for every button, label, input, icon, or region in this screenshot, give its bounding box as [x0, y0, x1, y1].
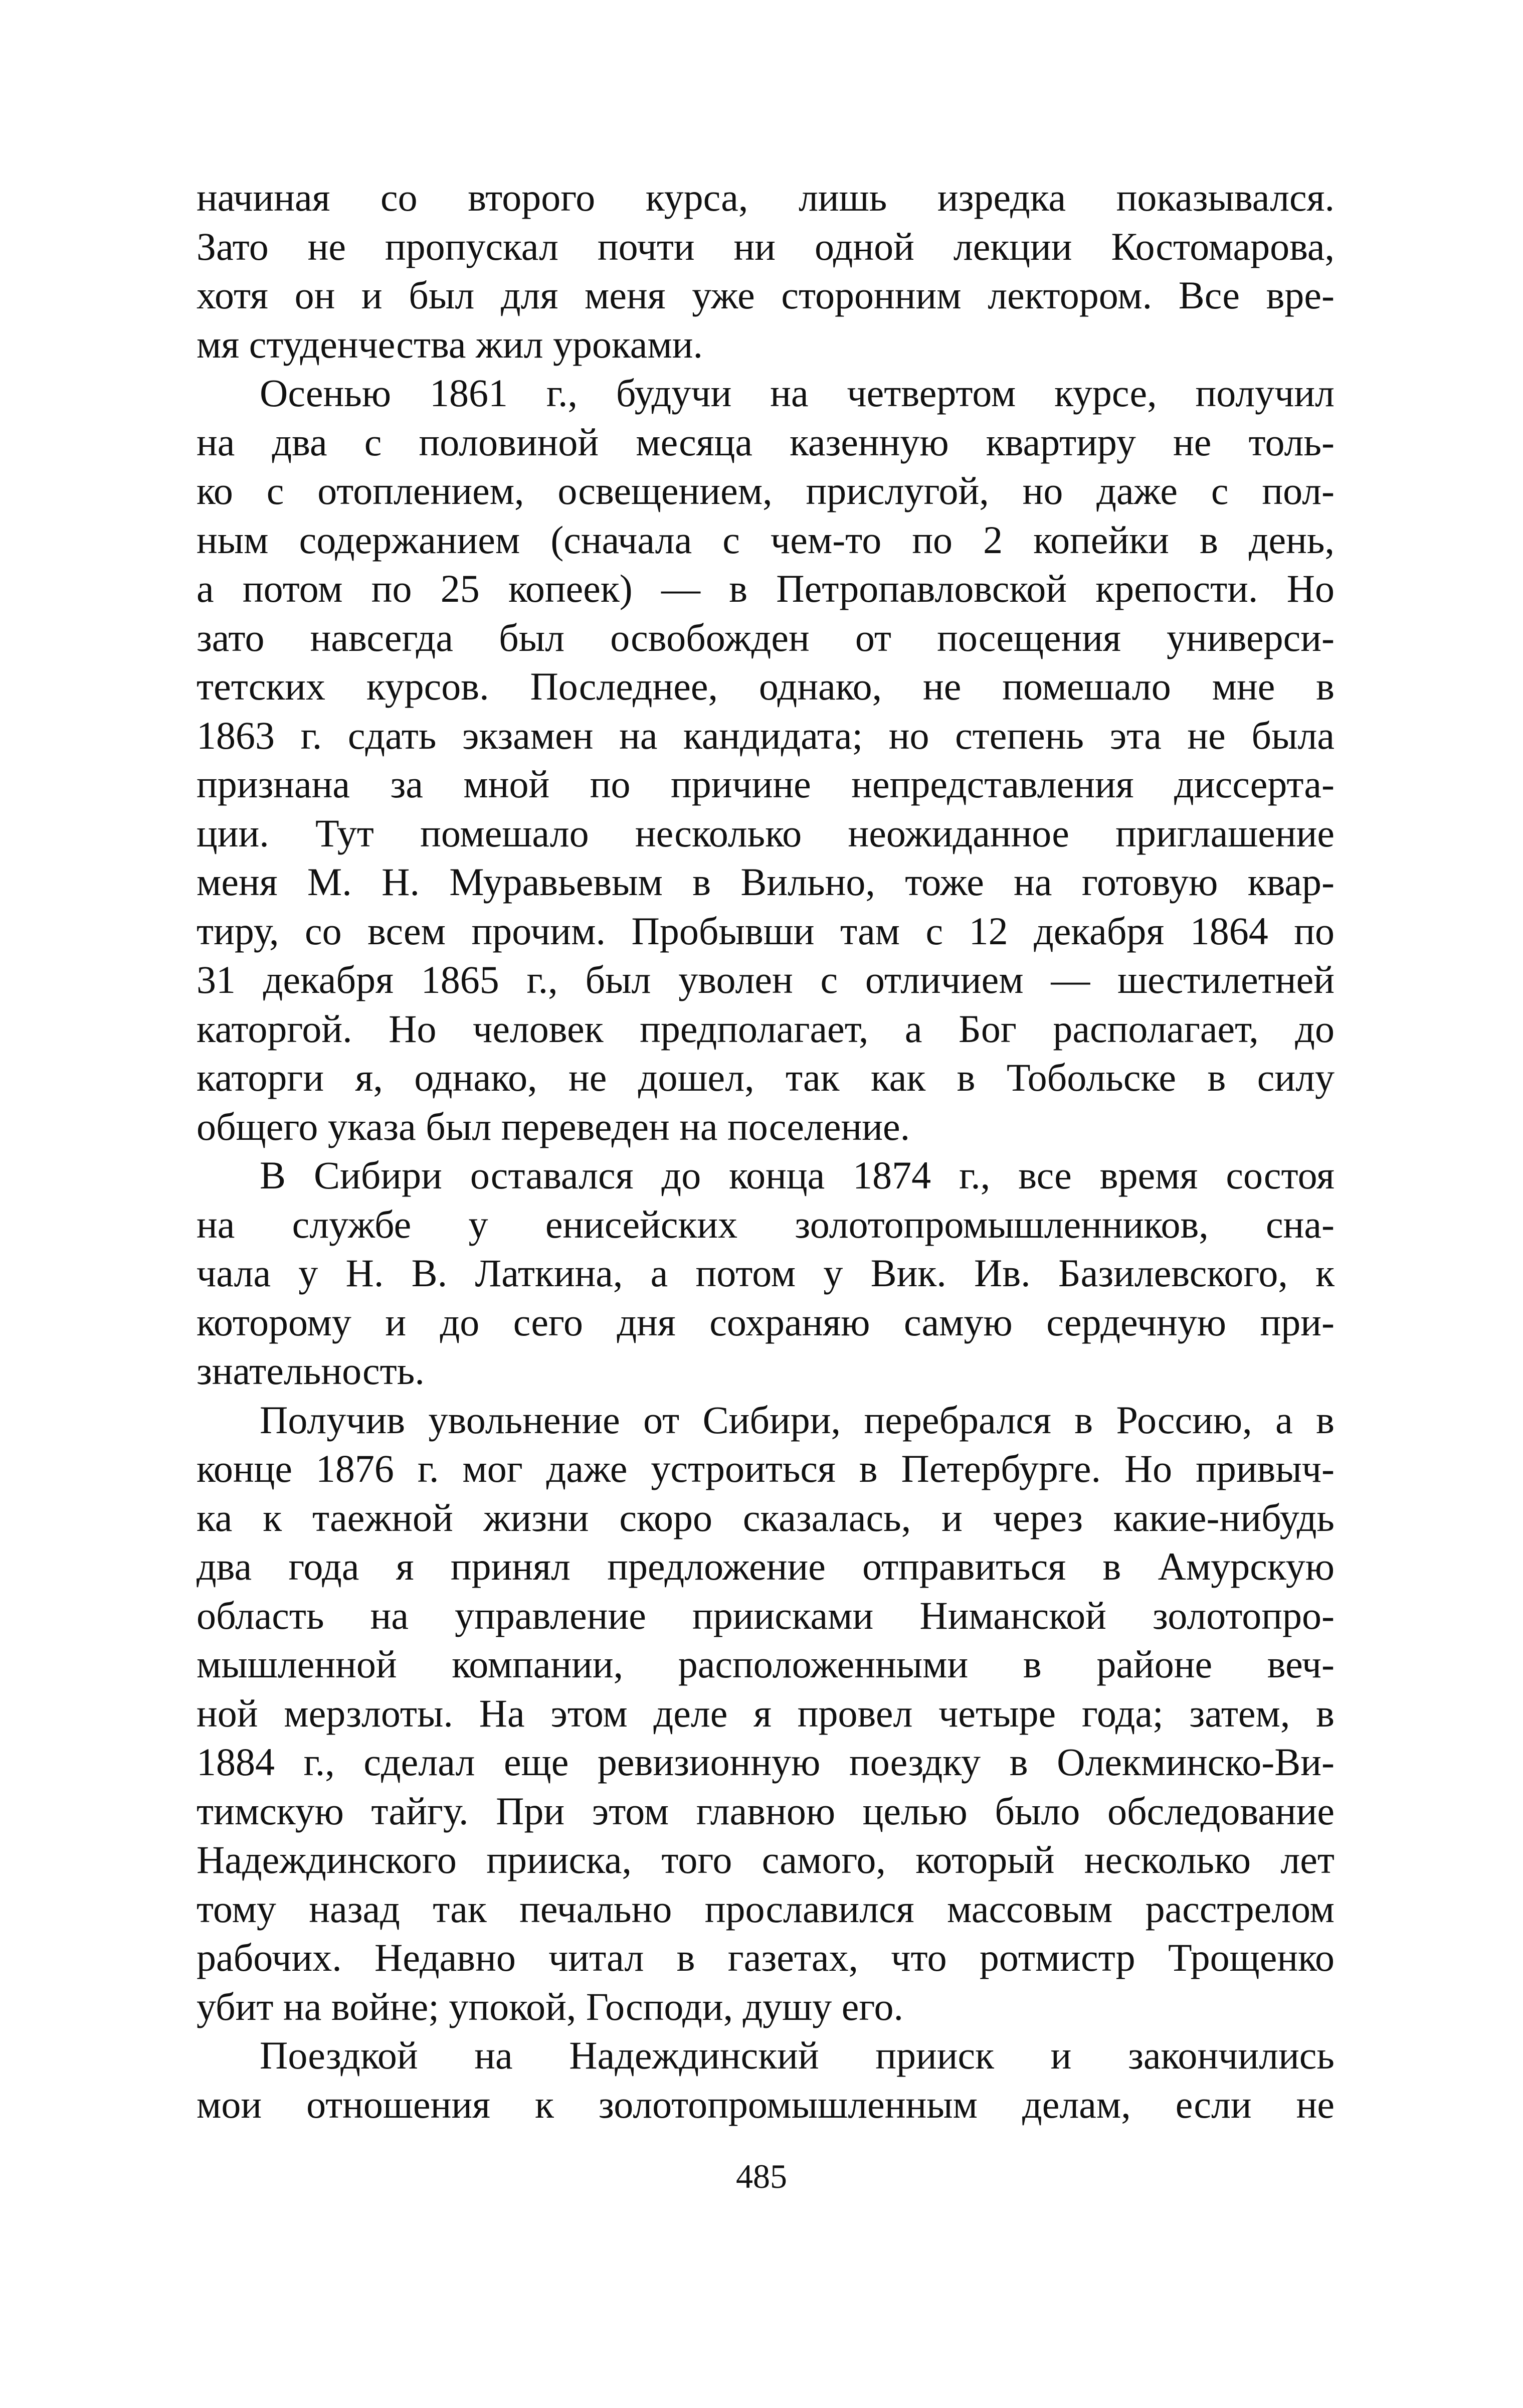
text-line: Получив увольнение от Сибири, перебрался в Россию, а в — [260, 1398, 1335, 1442]
text-line: ко с отоплением, освещением, прислугой, но даже с пол- — [197, 469, 1335, 512]
text-line: чала у Н. В. Латкина, а потом у Вик. Ив. Базилевского, к — [197, 1251, 1335, 1295]
page-number: 485 — [736, 2157, 787, 2195]
text-line: конце 1876 г. мог даже устроиться в Петербурге. Но привыч- — [197, 1447, 1335, 1490]
page-text-block — [197, 173, 1335, 2129]
text-line: тимскую тайгу. При этом главною целью было обследование — [197, 1789, 1335, 1833]
text-line: Осенью 1861 г., будучи на четвертом курсе, получил — [260, 371, 1335, 415]
text-line: тиру, со всем прочим. Пробывши там с 12 декабря 1864 по — [197, 909, 1335, 953]
text-line: а потом по 25 копеек) — в Петропавловской крепости. Но — [197, 567, 1335, 610]
text-line: ным содержанием (сначала с чем-то по 2 копейки в день, — [197, 518, 1335, 562]
text-line: мои отношения к золотопромышленным делам, если не — [197, 2082, 1335, 2126]
text-line: каторгой. Но человек предполагает, а Бог располагает, до — [197, 1006, 1335, 1051]
text-line: Зато не пропускал почти ни одной лекции Костомарова, — [197, 224, 1335, 268]
text-line: Поездкой на Надеждинский прииск и закончились — [260, 2033, 1335, 2077]
text-line: убит на войне; упокой, Господи, душу его. — [197, 1984, 903, 2028]
text-line: ка к таежной жизни скоро сказалась, и через какие-нибудь — [197, 1495, 1335, 1539]
text-line: Надеждинского прииска, того самого, который несколько лет — [197, 1838, 1335, 1881]
text-line: два года я принял предложение отправиться в Амурскую — [197, 1544, 1335, 1588]
text-line: мя студенчества жил уроками. — [197, 322, 703, 366]
text-line: меня М. Н. Муравьевым в Вильно, тоже на готовую квар- — [197, 860, 1335, 904]
text-line: хотя он и был для меня уже сторонним лектором. Все вре- — [197, 273, 1335, 317]
text-line: рабочих. Недавно читал в газетах, что ротмистр Трощенко — [197, 1936, 1335, 1979]
text-line: мышленной компании, расположенными в районе веч- — [197, 1642, 1335, 1686]
text-line: ции. Тут помешало несколько неожиданное приглашение — [197, 811, 1335, 855]
text-line: каторги я, однако, не дошел, так как в Тобольске в силу — [197, 1056, 1335, 1099]
text-line: область на управление приисками Ниманской золотопро- — [197, 1593, 1335, 1637]
text-line: которому и до сего дня сохраняю самую сердечную при- — [197, 1300, 1335, 1344]
text-line: зато навсегда был освобожден от посещения универси- — [197, 615, 1335, 659]
text-line: 1863 г. сдать экзамен на кандидата; но степень эта не была — [197, 713, 1335, 757]
text-line: тетских курсов. Последнее, однако, не помешало мне в — [197, 664, 1335, 708]
text-line: начиная со второго курса, лишь изредка показывался. — [197, 176, 1335, 219]
text-line: на два с половиной месяца казенную квартиру не толь- — [197, 420, 1335, 464]
text-line: В Сибири оставался до конца 1874 г., все время состоя — [260, 1153, 1335, 1197]
text-line: ной мерзлоты. На этом деле я провел четыре года; затем, в — [197, 1691, 1335, 1735]
text-line: признана за мной по причине непредставления диссерта- — [197, 762, 1335, 806]
text-line: 1884 г., сделал еще ревизионную поездку в Олекминско-Ви- — [197, 1740, 1335, 1784]
text-line: знательность. — [197, 1349, 425, 1393]
text-line: общего указа был переведен на поселение. — [197, 1104, 910, 1148]
text-line: на службе у енисейских золотопромышленников, сна- — [197, 1202, 1335, 1246]
text-line: 31 декабря 1865 г., был уволен с отличием — шестилетней — [197, 958, 1335, 1001]
text-line: тому назад так печально прославился массовым расстрелом — [197, 1886, 1335, 1931]
